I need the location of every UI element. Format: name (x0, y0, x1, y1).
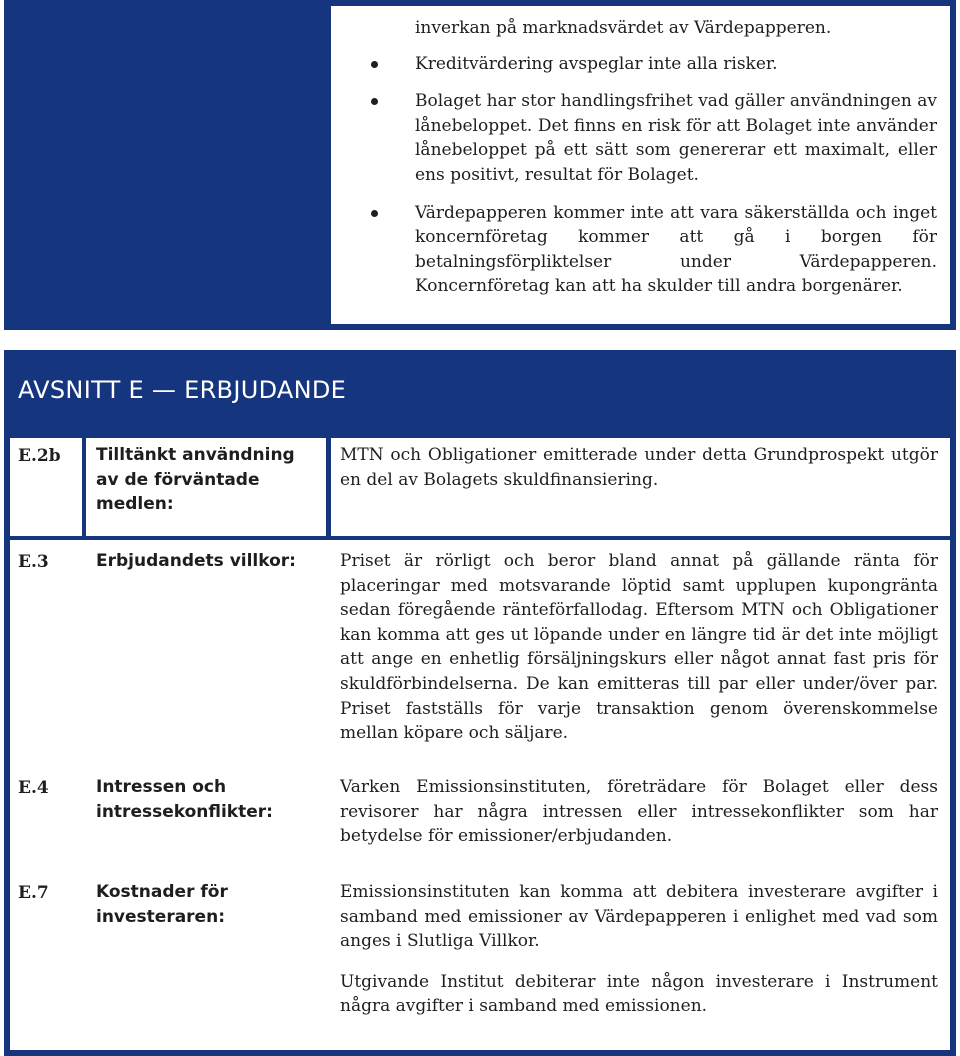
row-content (340, 880, 938, 1019)
risk-bullet-text: Värdepapperen kommer inte att vara säkerställda och inget koncernföretag kommer att gå i borgen för betalningsförpliktelser under Värdepapperen. Koncernföretag kan att ha skulder till andra borgenärer. (415, 202, 937, 297)
row-paragraph: Priset är rörligt och beror bland annat på gällande ränta för placeringar med motsvarande löptid samt upplupen kupongränta sedan föregående ränteförfallodag. Eftersom MTN och Obligationer kan komma att ges ut löpande under en längre tid är det inte möjligt att ange en enhetlig försäljningskurs eller något annat fast pris för skuldförbindelserna. De kan emitteras till par eller under/över par. Priset fastställs för varje transaktion genom överenskommelse mellan köpare och säljare. (340, 551, 938, 744)
risk-bullet-item (415, 201, 937, 299)
row-label: Erbjudandets villkor: (96, 551, 296, 571)
row-code: E.7 (18, 883, 49, 903)
risk-bullet-text: Bolaget har stor handlingsfrihet vad gäller användningen av lånebeloppet. Det finns en risk för att Bolaget inte använder lånebeloppet på ett sätt som genererar ett maximalt, eller ens positivt, resultat för Bolaget. (415, 91, 937, 185)
bullet-dot-icon (371, 61, 378, 68)
row-label: Tilltänkt användning av de förväntade medlen: (96, 445, 295, 515)
section-title: AVSNITT E — ERBJUDANDE (18, 376, 347, 404)
bullet-dot-icon (371, 210, 378, 217)
row-code: E.2b (18, 446, 61, 466)
row-label: Kostnader för investeraren: (96, 882, 228, 927)
top-box-first-line: inverkan på marknadsvärdet av Värdepapperen. (415, 18, 832, 38)
row-paragraph: Emissionsinstituten kan komma att debitera investerare avgifter i samband med emissioner av Värdepapperen i enlighet med vad som anges i Slutliga Villkor. (340, 882, 938, 952)
row-code: E.3 (18, 552, 49, 572)
row-paragraph: MTN och Obligationer emitterade under detta Grundprospekt utgör en del av Bolagets skuldfinansiering. (340, 445, 938, 490)
row-content (340, 549, 938, 746)
risk-bullet-item (415, 89, 937, 187)
risk-bullet-list (415, 52, 937, 299)
bullet-dot-icon (371, 98, 378, 105)
top-box-cell (331, 6, 950, 324)
row-content (340, 443, 938, 492)
row-paragraph: Utgivande Institut debiterar inte någon investerare i Instrument några avgifter i samband med emissionen. (340, 971, 938, 1017)
risk-bullet-text: Kreditvärdering avspeglar inte alla risker. (415, 53, 778, 74)
row-paragraph: Varken Emissionsinstituten, företrädare för Bolaget eller dess revisorer har några intressen eller intressekonflikter som har betydelse för emissioner/erbjudanden. (340, 777, 938, 847)
row-content (340, 775, 938, 849)
row-label: Intressen och intressekonflikter: (96, 777, 273, 822)
risk-bullet-item (415, 52, 937, 77)
row-code: E.4 (18, 778, 49, 798)
